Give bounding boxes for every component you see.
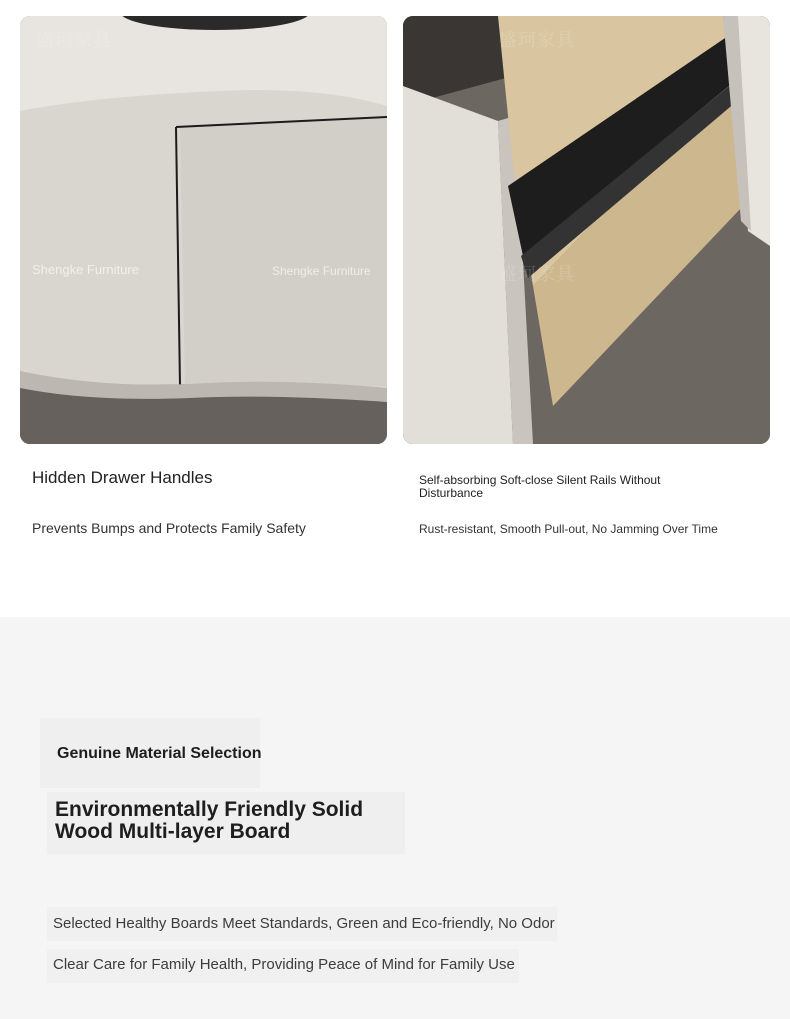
feature-title-hidden-handles: Hidden Drawer Handles bbox=[32, 468, 213, 487]
material-heading: Environmentally Friendly Solid Wood Multi-layer Board bbox=[55, 798, 364, 843]
feature-title-soft-close: Self-absorbing Soft-close Silent Rails Without Disturbance bbox=[419, 473, 661, 500]
watermark-text: Shengke Furniture bbox=[272, 264, 371, 278]
product-image-soft-close-rail bbox=[403, 16, 770, 444]
watermark-text: 盛珂家具 bbox=[499, 264, 575, 284]
feature-subtitle-soft-close: Rust-resistant, Smooth Pull-out, No Jamming Over Time bbox=[419, 522, 718, 536]
material-line: Clear Care for Family Health, Providing Peace of Mind for Family Use bbox=[53, 956, 515, 973]
drawer-rail-illustration bbox=[403, 16, 770, 444]
material-section bbox=[0, 617, 790, 1019]
watermark-text: Shengke Furniture bbox=[32, 262, 139, 277]
feature-subtitle-hidden-handles: Prevents Bumps and Protects Family Safety bbox=[32, 520, 306, 536]
product-image-hidden-handle bbox=[20, 16, 387, 444]
cabinet-illustration bbox=[20, 16, 387, 444]
material-line: Selected Healthy Boards Meet Standards, Green and Eco-friendly, No Odor bbox=[53, 915, 555, 932]
material-tag: Genuine Material Selection bbox=[57, 745, 262, 762]
watermark-text: 盛珂家具 bbox=[499, 30, 575, 50]
watermark-text: 盛珂家具 bbox=[36, 30, 112, 50]
